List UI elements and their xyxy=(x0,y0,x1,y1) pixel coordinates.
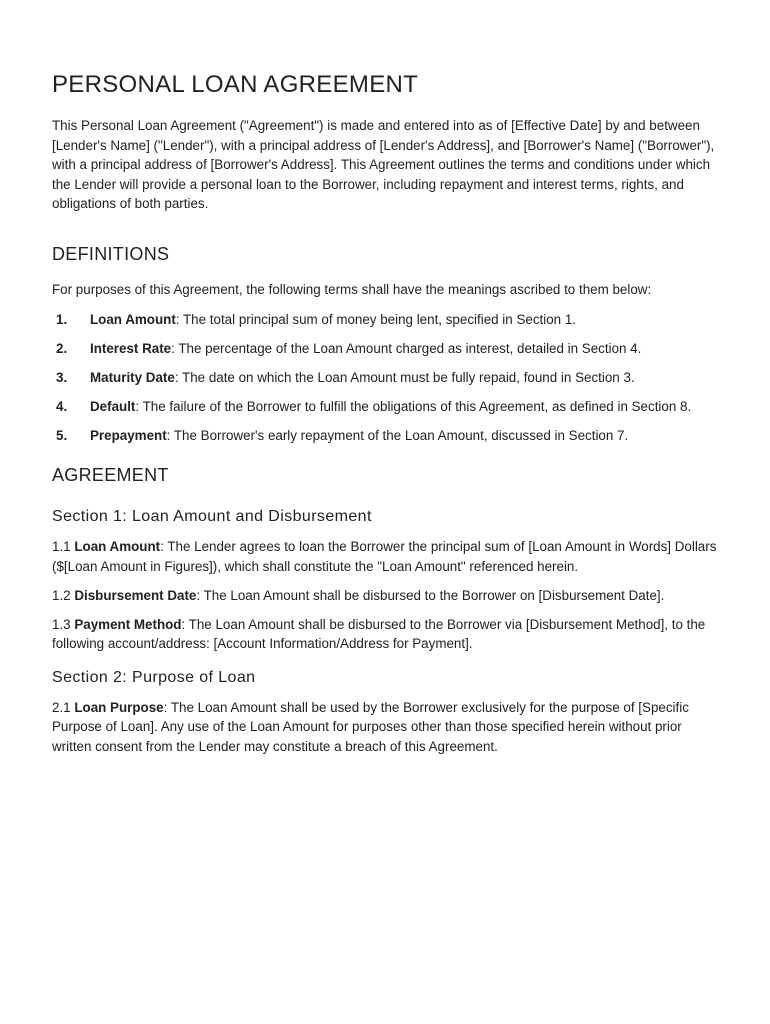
section-1-2-paragraph xyxy=(52,586,718,606)
clause-term: Loan Amount xyxy=(74,539,161,555)
clause-term: Loan Purpose xyxy=(74,699,164,715)
definition-number: 4. xyxy=(56,398,68,414)
definition-term: Loan Amount xyxy=(90,311,176,327)
section-1-3-paragraph xyxy=(52,615,718,654)
definition-term: Default xyxy=(90,398,136,414)
definition-body xyxy=(90,339,718,359)
definition-number: 2. xyxy=(56,340,68,356)
definition-term: Maturity Date xyxy=(90,369,175,385)
section-1-1-paragraph xyxy=(52,537,718,576)
section-2-1-paragraph xyxy=(52,698,718,757)
definition-text: : The Borrower's early repayment of the Loan Amount, discussed in Section 7. xyxy=(166,427,629,443)
clause-text: : The Loan Amount shall be disbursed to the Borrower via [Disbursement Method], to the following account/address: [Account Information/Address for Payment]. xyxy=(52,616,706,652)
definition-body xyxy=(90,397,718,417)
definition-item xyxy=(52,397,718,417)
definition-number: 3. xyxy=(56,369,68,385)
definition-body xyxy=(90,426,718,446)
definitions-intro: For purposes of this Agreement, the following terms shall have the meanings ascribed to them below: xyxy=(52,281,652,297)
definition-body xyxy=(90,310,718,330)
clause-number: 2.1 xyxy=(52,699,75,715)
definition-body xyxy=(90,368,718,388)
clause-number: 1.3 xyxy=(52,616,75,632)
intro-paragraph: This Personal Loan Agreement ("Agreement") is made and entered into as of [Effective Date] by and between [Lender's Name] ("Lender"), with a principal address of [Lender's Address], and [Borrower's Name] ("Borrower"), with a principal address of [Borrower's Address]. This Agreement outlines the terms and conditions under which the Lender will provide a personal loan to the Borrower, including repayment and interest terms, rights, and obligations of both parties. xyxy=(52,118,715,212)
definition-number: 5. xyxy=(56,427,68,443)
agreement-heading: AGREEMENT xyxy=(52,465,169,486)
clause-text: : The Loan Amount shall be disbursed to the Borrower on [Disbursement Date]. xyxy=(196,587,665,603)
definition-item xyxy=(52,339,718,359)
section-1-heading: Section 1: Loan Amount and Disbursement xyxy=(52,508,372,526)
definitions-heading: DEFINITIONS xyxy=(52,243,170,264)
clause-number: 1.2 xyxy=(52,587,75,603)
section-2-heading: Section 2: Purpose of Loan xyxy=(52,668,256,686)
definition-text: : The percentage of the Loan Amount charged as interest, detailed in Section 4. xyxy=(171,340,642,356)
definitions-list xyxy=(52,310,718,446)
definition-term: Interest Rate xyxy=(90,340,172,356)
clause-term: Payment Method xyxy=(74,616,182,632)
definition-text: : The date on which the Loan Amount must be fully repaid, found in Section 3. xyxy=(174,369,635,385)
definition-number: 1. xyxy=(56,311,68,327)
clause-number: 1.1 xyxy=(52,539,75,555)
definition-text: : The total principal sum of money being lent, specified in Section 1. xyxy=(175,311,577,327)
definition-term: Prepayment xyxy=(90,427,167,443)
definition-text: : The failure of the Borrower to fulfill the obligations of this Agreement, as defined in Section 8. xyxy=(135,398,692,414)
definition-item xyxy=(52,310,718,330)
clause-text: : The Lender agrees to loan the Borrower the principal sum of [Loan Amount in Words] Dollars ($[Loan Amount in Figures]), which shall constitute the "Loan Amount" referenced herein. xyxy=(52,539,717,574)
clause-term: Disbursement Date xyxy=(74,587,197,603)
clause-text: : The Loan Amount shall be used by the Borrower exclusively for the purpose of [Specific Purpose of Loan]. Any use of the Loan Amount for purposes other than those specified herein without prior written consent from the Lender may constitute a breach of this Agreement. xyxy=(52,699,689,755)
definition-item xyxy=(52,426,718,446)
definition-item xyxy=(52,368,718,388)
document-title: PERSONAL LOAN AGREEMENT xyxy=(52,71,419,98)
